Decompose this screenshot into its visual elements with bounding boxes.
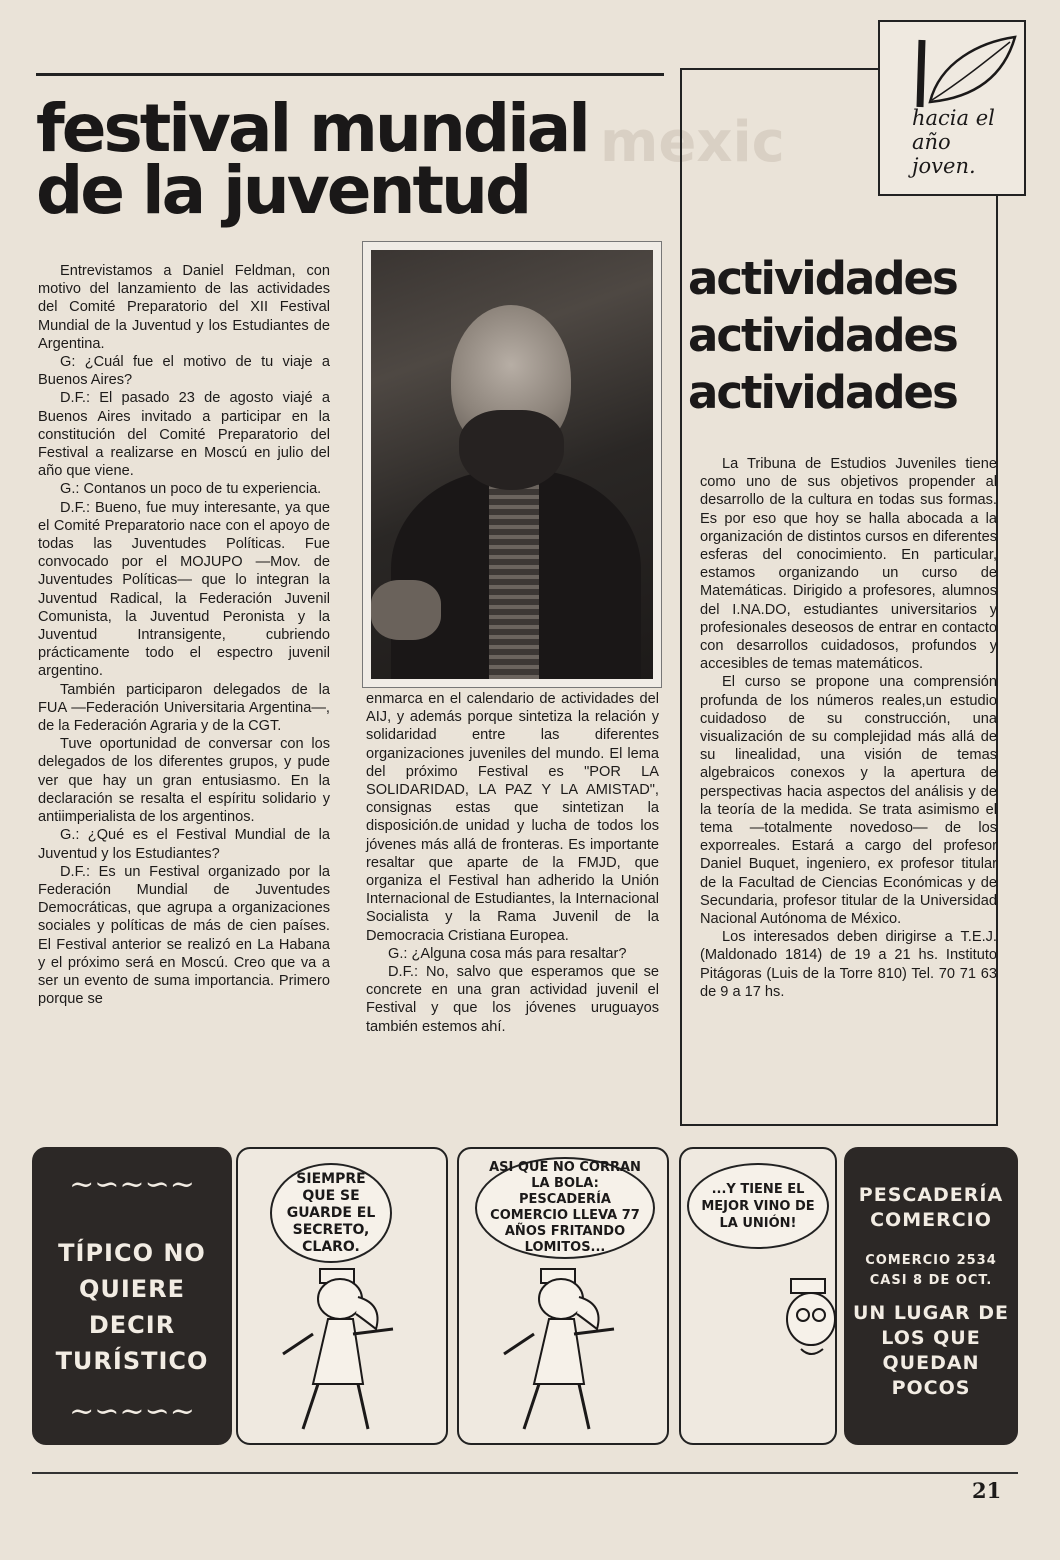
comic-right-panel bbox=[844, 1147, 1018, 1445]
comic-panel-2 bbox=[457, 1147, 669, 1445]
interview-paragraph: D.F.: No, salvo que esperamos que se concrete en una gran actividad juvenil el Festival y que los jóvenes uruguayos también estemos ahí. bbox=[366, 964, 659, 1035]
actividades-column bbox=[700, 455, 997, 1001]
speech-bubble: ASI QUE NO CORRAN LA BOLA: PESCADERÍA COMERCIO LLEVA 77 AÑOS FRITANDO LOMITOS... bbox=[475, 1157, 655, 1259]
interview-paragraph: G: ¿Cuál fue el motivo de tu viaje a Buenos Aires? bbox=[38, 354, 330, 389]
interview-paragraph: También participaron delegados de la FUA —Federación Universitaria Argentina—, de la Federación Agraria y de la CGT. bbox=[38, 681, 330, 735]
restaurant-address: COMERCIO 2534 CASI 8 DE OCT. bbox=[865, 1253, 997, 1288]
article-headline bbox=[36, 90, 656, 229]
interview-photo bbox=[362, 241, 662, 688]
cartoon-man-icon bbox=[781, 1259, 841, 1389]
comic-panel-3 bbox=[679, 1147, 837, 1445]
speech-bubble: SIEMPRE QUE SE GUARDE EL SECRETO, CLARO. bbox=[270, 1163, 392, 1263]
portrait-image bbox=[371, 250, 653, 679]
bottom-rule bbox=[32, 1472, 1018, 1474]
headline-line-2: de la juventud bbox=[36, 152, 530, 229]
ornament-icon: ~∽~∽~ bbox=[69, 1167, 195, 1202]
comic-panel-1 bbox=[236, 1147, 448, 1445]
logo-script: hacia el año joven. bbox=[912, 106, 995, 178]
interview-paragraph: D.F.: El pasado 23 de agosto viajé a Buenos Aires invitado a participar en la constitución del Comité Preparatorio del Festival a realizarse en Moscú en julio del año que viene. bbox=[38, 390, 330, 480]
section-logo bbox=[878, 20, 1026, 196]
headline-line-1: festival mundial bbox=[36, 90, 588, 167]
interview-paragraph: G.: Contanos un poco de tu experiencia. bbox=[60, 481, 322, 498]
actividades-paragraph: Los interesados deben dirigirse a T.E.J. (Maldonado 1814) de 19 a 21 hs. Instituto Pitágoras (Luis de la Torre 810) Tel. 70 71 63 de 9 a 17 hs. bbox=[700, 929, 997, 1000]
comic-left-text: TÍPICO NO QUIERE DECIR TURÍSTICO bbox=[55, 1239, 209, 1375]
actividades-heading: actividades actividades actividades bbox=[688, 252, 957, 419]
interview-paragraph: Tuve oportunidad de conversar con los delegados de los diferentes grupos, y pude ver que hay un gran entusiasmo. En la declaración se resalta el espíritu solidario y antiimperialista de los argentinos. bbox=[38, 736, 330, 826]
interview-paragraph: G.: ¿Alguna cosa más para resaltar? bbox=[388, 945, 627, 962]
bleed-through-text: mexic bbox=[600, 110, 785, 175]
restaurant-name: PESCADERÍA COMERCIO bbox=[858, 1184, 1004, 1231]
interview-paragraph: G.: ¿Qué es el Festival Mundial de la Juventud y los Estudiantes? bbox=[38, 827, 330, 862]
top-rule bbox=[36, 73, 664, 76]
interview-column-2 bbox=[366, 690, 659, 1036]
actividades-paragraph: El curso se propone una comprensión profunda de los números reales,un estudio cuidadoso de su construcción, una visualización de su complejidad más allá de su linealidad, una visión de temas algebraicos conexos y la apertura de perspectivas hacia aspectos del análisis y de la teoría de la medida. Se trata asimismo el tema —totalmente novedoso— de los exporreales. Estará a cargo del profesor Daniel Buquet, ingeniero, ex profesor titular de la Facultad de Ciencias Económicas y de Secundaria, profesor titular de la Universidad Nacional Autónoma de México. bbox=[700, 674, 997, 928]
restaurant-slogan: UN LUGAR DE LOS QUE QUEDAN POCOS bbox=[852, 1302, 1010, 1399]
actividades-paragraph: La Tribuna de Estudios Juveniles tiene como uno de sus objetivos propender al desarrollo de la cultura en todas sus formas. Es por eso que hoy se halla abocada a la organización de distintos cursos en diferentes esferas del conocimiento. En particular, estamos organizando un curso de Matemáticas. Dirigido a profesores, alumnos del I.NA.DO, estudiantes universitarios y profesionales deseosos de entrar en contacto con desarrollos cuidadosos, profundos y accesibles de temas matemáticos. bbox=[700, 456, 997, 673]
interview-paragraph: D.F.: Bueno, fue muy interesante, ya que el Comité Preparatorio nace con el apoyo de todas las Juventudes Políticas. Fue convocado por el MOJUPO —Mov. de Juventudes Políticas— que lo integran la Juventud Radical, la Federación Juvenil Comunista, la Juventud Peronista y la Juventud Intransigente, cubriendo prácticamente todo el espectro juvenil argentino. bbox=[38, 499, 330, 680]
interview-paragraph: D.F.: Es un Festival organizado por la Federación Mundial de Juventudes Democráticas, que agrupa a organizaciones sociales y políticas de más de cien países. El Festival anterior se realizó en La Habana y el próximo será en Moscú. Creo que va a ser un evento de suma importancia. Primero porque se bbox=[38, 863, 330, 1008]
cartoon-man-icon bbox=[258, 1259, 428, 1439]
interview-paragraph: enmarca en el calendario de actividades del AIJ, y además porque sintetiza la relación y solidaridad entre las diferentes organizaciones juveniles del mundo. El lema del próximo Festival es "POR LA SOLIDARIDAD, LA PAZ Y LA AMISTAD", consignas estas que sintetizan la disposición.de unidad y lucha de todos los jóvenes más allá de fronteras. Es importante resaltar que aparte de la FMJD, que organiza el Festival han adherido la Unión Internacional de Estudiantes, la Internacional Socialista y la Rama Juvenil de la Democracia Cristiana Europea. bbox=[366, 691, 659, 944]
cartoon-man-icon bbox=[479, 1259, 649, 1439]
leaf-icon bbox=[910, 32, 1020, 112]
interview-paragraph: Entrevistamos a Daniel Feldman, con motivo del lanzamiento de las actividades del Comité Preparatorio del XII Festival Mundial de la Juventud y los Estudiantes de Argentina. bbox=[38, 263, 330, 352]
interview-column-1 bbox=[38, 262, 330, 1008]
page-number: 21 bbox=[972, 1478, 1002, 1503]
comic-left-panel bbox=[32, 1147, 232, 1445]
ornament-icon: ~∽~∽~ bbox=[69, 1394, 195, 1429]
speech-bubble: ...Y TIENE EL MEJOR VINO DE LA UNIÓN! bbox=[687, 1163, 829, 1249]
